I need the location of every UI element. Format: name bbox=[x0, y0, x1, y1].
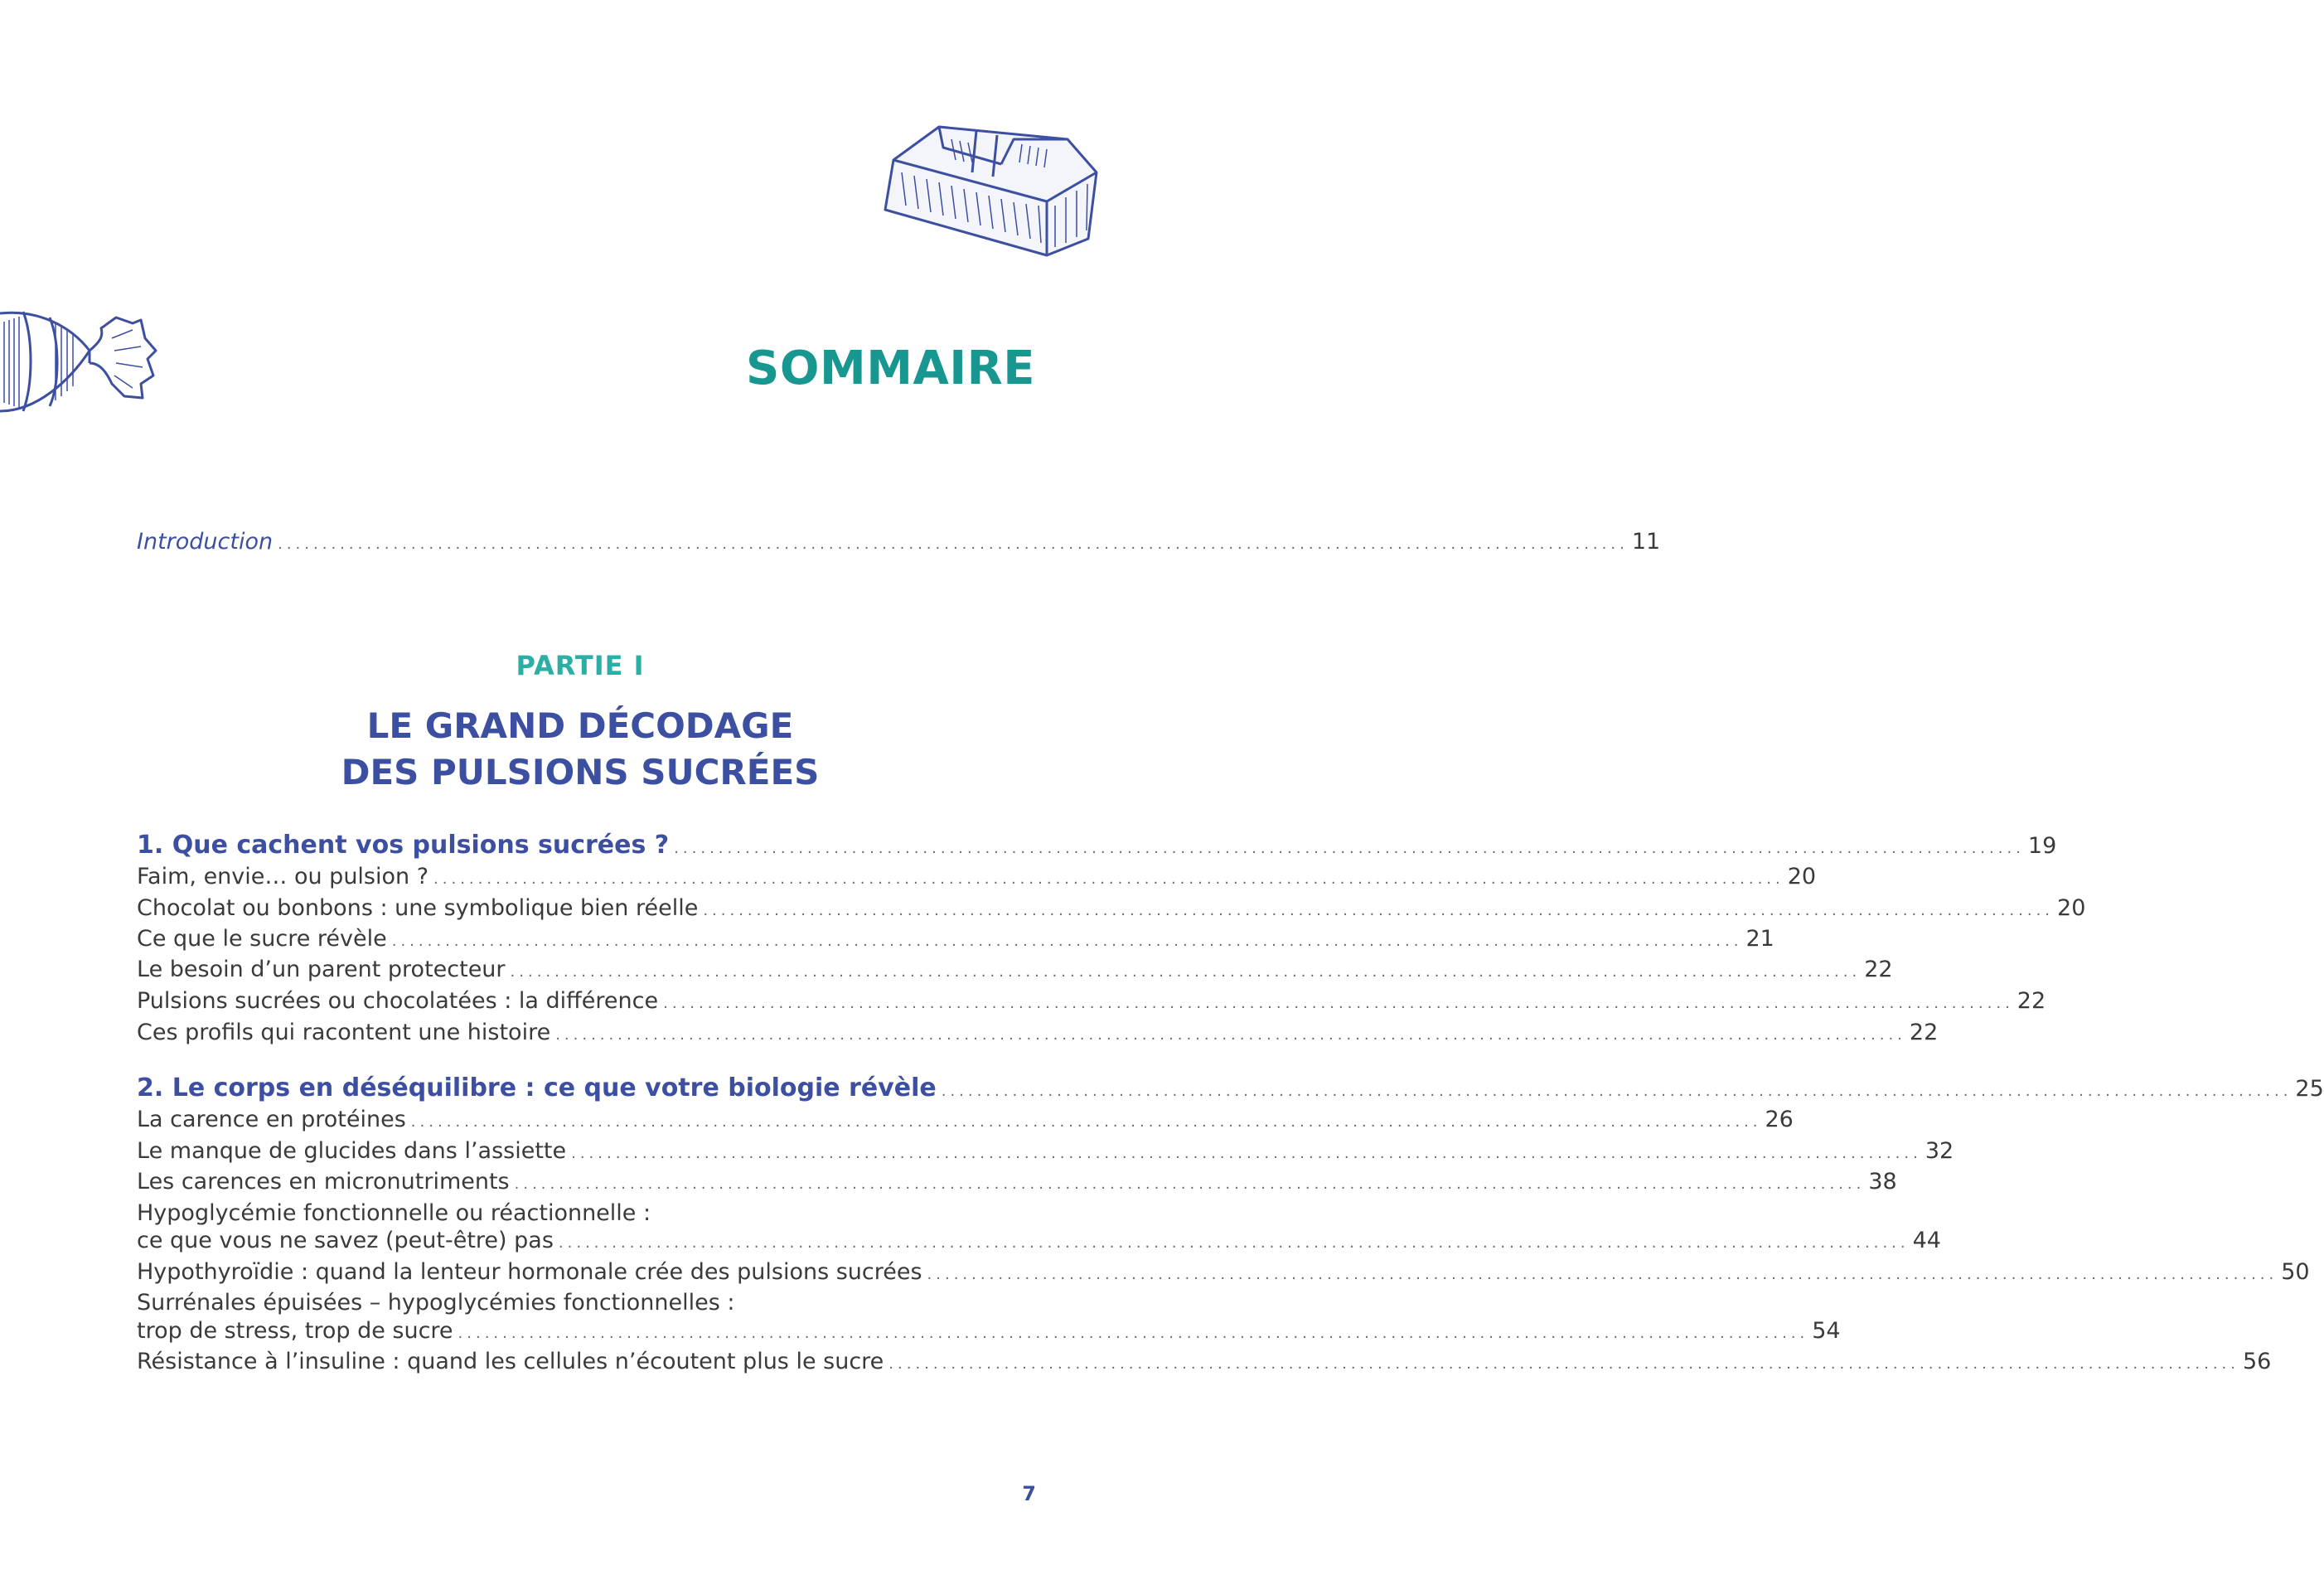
dot-leader: ........................................................................................................................................................ bbox=[410, 1113, 1762, 1131]
toc-entry[interactable] bbox=[137, 1316, 1841, 1349]
toc-entry-label: Ces profils qui racontent une histoire bbox=[137, 1020, 551, 1045]
toc-entry-page: 22 bbox=[1909, 1020, 1939, 1045]
toc-entry-page: 50 bbox=[2281, 1259, 2310, 1285]
toc-entry-label: Résistance à l’insuline : quand les cellules n’écoutent plus le sucre bbox=[137, 1349, 884, 1374]
toc-entry[interactable] bbox=[137, 894, 2086, 926]
toc-entry[interactable] bbox=[137, 955, 1893, 987]
toc-entry-label: La carence en protéines bbox=[137, 1107, 406, 1132]
toc-entry-label: Hypothyroïdie : quand la lenteur hormonale crée des pulsions sucrées bbox=[137, 1259, 922, 1285]
dot-leader: ........................................................................................................................................................ bbox=[278, 535, 1629, 553]
toc-entry-label: Ce que le sucre révèle bbox=[137, 926, 387, 952]
dot-leader: ........................................................................................................................................................ bbox=[433, 870, 1784, 888]
toc-entry-label-line-1: Hypoglycémie fonctionnelle ou réactionnelle : bbox=[137, 1200, 651, 1226]
toc-entry[interactable] bbox=[137, 1105, 1794, 1137]
toc-entry-label: Le besoin d’un parent protecteur bbox=[137, 957, 506, 982]
dot-leader: ........................................................................................................................................................ bbox=[391, 933, 1743, 950]
toc-entry-page: 32 bbox=[1925, 1138, 1954, 1164]
toc-entry-label: ce que vous ne savez (peut-être) pas bbox=[137, 1228, 554, 1253]
toc-entry[interactable] bbox=[137, 862, 1817, 894]
chapter-title: 1. Que cachent vos pulsions sucrées ? bbox=[137, 831, 670, 860]
toc-entry[interactable] bbox=[137, 1257, 2310, 1290]
toc-entry-label-line-1: Surrénales épuisées – hypoglycémies fonctionnelles : bbox=[137, 1290, 735, 1316]
toc-entry-page: 54 bbox=[1812, 1318, 1841, 1344]
chapter-title: 2. Le corps en déséquilibre : ce que votre biologie révèle bbox=[137, 1073, 937, 1102]
dot-leader: ........................................................................................................................................................ bbox=[458, 1325, 1809, 1342]
page-number: 7 bbox=[1022, 1482, 1036, 1505]
chapter-page: 25 bbox=[2295, 1076, 2324, 1102]
toc-entry-page: 38 bbox=[1868, 1169, 1897, 1194]
dot-leader: ........................................................................................................................................................ bbox=[510, 963, 1862, 981]
toc-entry-page: 11 bbox=[1631, 529, 1661, 555]
toc-entry-label: trop de stress, trop de sucre bbox=[137, 1318, 453, 1344]
toc-entry[interactable] bbox=[137, 1226, 1941, 1258]
toc-chapter-2[interactable] bbox=[137, 1073, 2324, 1107]
dot-leader: ........................................................................................................................................................ bbox=[514, 1175, 1866, 1193]
dot-leader: ........................................................................................................................................................ bbox=[571, 1145, 1922, 1162]
toc-entry[interactable] bbox=[137, 1167, 1897, 1199]
toc-entry-label: Chocolat ou bonbons : une symbolique bien réelle bbox=[137, 895, 699, 921]
toc-entry[interactable] bbox=[137, 924, 1774, 957]
toc-entry[interactable] bbox=[137, 1136, 1954, 1169]
toc-entry-label: Le manque de glucides dans l’assiette bbox=[137, 1138, 567, 1164]
toc-entry-page: 20 bbox=[2057, 895, 2086, 921]
wrapped-candy-illustration bbox=[0, 305, 162, 416]
toc-entry-page: 22 bbox=[2017, 988, 2046, 1014]
toc-entry-label: Introduction bbox=[137, 529, 274, 555]
toc-entry-introduction[interactable] bbox=[137, 527, 1661, 560]
dot-leader: ........................................................................................................................................................ bbox=[558, 1234, 1910, 1252]
part-title-line-2: DES PULSIONS SUCRÉES bbox=[341, 752, 820, 792]
page-title: SOMMAIRE bbox=[746, 342, 1035, 395]
part-title-line-1: LE GRAND DÉCODAGE bbox=[366, 705, 794, 746]
toc-entry-page: 26 bbox=[1765, 1107, 1794, 1132]
toc-entry-label: Les carences en micronutriments bbox=[137, 1169, 510, 1194]
toc-chapter-1[interactable] bbox=[137, 831, 2057, 864]
dot-leader: ........................................................................................................................................................ bbox=[663, 995, 2014, 1012]
dot-leader: ........................................................................................................................................................ bbox=[927, 1266, 2278, 1283]
dot-leader: ........................................................................................................................................................ bbox=[888, 1355, 2239, 1373]
toc-entry[interactable] bbox=[137, 1347, 2272, 1379]
toc-entry-label: Faim, envie… ou pulsion ? bbox=[137, 864, 429, 889]
dot-leader: ........................................................................................................................................................ bbox=[674, 840, 2025, 857]
toc-entry-page: 22 bbox=[1864, 957, 1893, 982]
toc-entry-page: 20 bbox=[1787, 864, 1817, 889]
toc-entry-page: 21 bbox=[1745, 926, 1774, 952]
part-label: PARTIE I bbox=[516, 650, 645, 681]
toc-entry-page: 44 bbox=[1912, 1228, 1941, 1253]
toc-entry[interactable] bbox=[137, 986, 2046, 1019]
chocolate-bar-illustration bbox=[877, 114, 1101, 259]
dot-leader: ........................................................................................................................................................ bbox=[941, 1083, 2293, 1100]
part-title bbox=[0, 703, 1160, 796]
toc-entry-page: 56 bbox=[2243, 1349, 2272, 1374]
dot-leader: ........................................................................................................................................................ bbox=[703, 902, 2055, 919]
chapter-page: 19 bbox=[2027, 833, 2057, 859]
toc-entry[interactable] bbox=[137, 1018, 1939, 1050]
dot-leader: ........................................................................................................................................................ bbox=[555, 1026, 1906, 1044]
toc-entry-label: Pulsions sucrées ou chocolatées : la différence bbox=[137, 988, 659, 1014]
